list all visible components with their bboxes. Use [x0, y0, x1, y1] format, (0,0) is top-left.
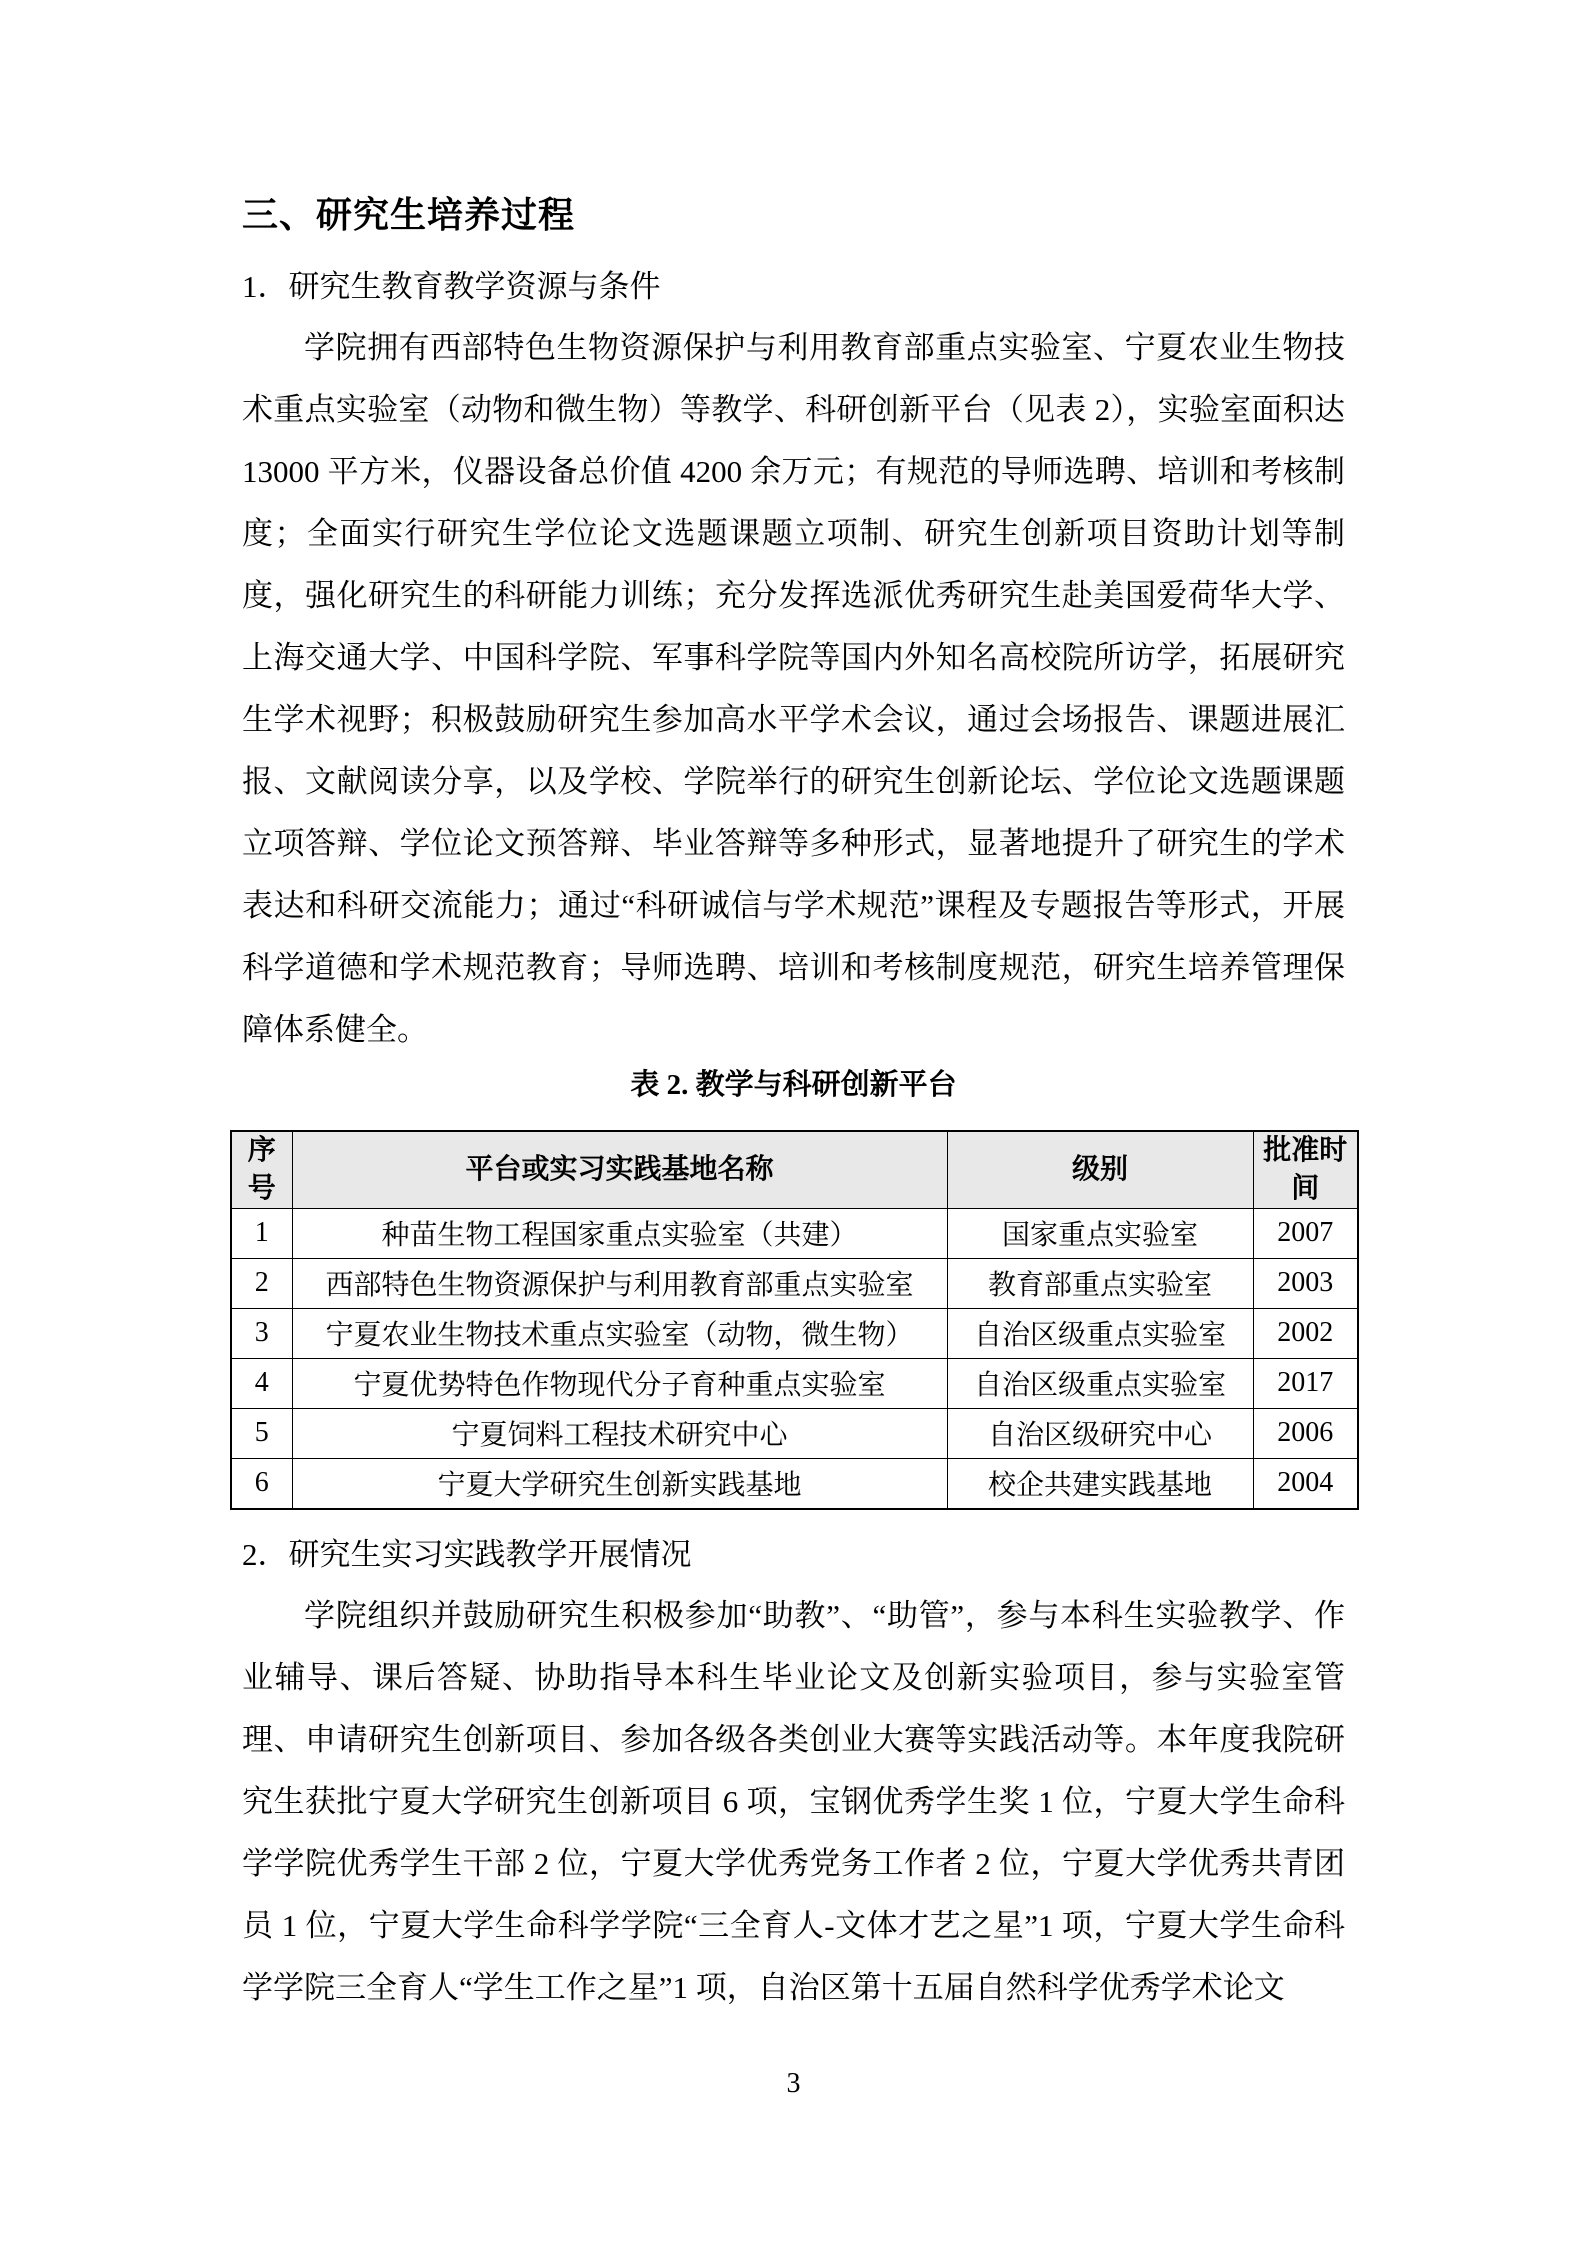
cell-no: 4 [231, 1358, 292, 1408]
table-row [231, 1408, 1358, 1458]
cell-level: 自治区级重点实验室 [947, 1358, 1253, 1408]
cell-name: 宁夏饲料工程技术研究中心 [292, 1408, 947, 1458]
table-header-row [231, 1131, 1358, 1208]
cell-name: 宁夏农业生物技术重点实验室（动物，微生物） [292, 1308, 947, 1358]
cell-name: 宁夏大学研究生创新实践基地 [292, 1458, 947, 1509]
cell-time: 2007 [1253, 1208, 1358, 1258]
section1-paragraph: 学院拥有西部特色生物资源保护与利用教育部重点实验室、宁夏农业生物技术重点实验室（动物和微生物）等教学、科研创新平台（见表 2），实验室面积达 13000 平方米，仪器设备总价值 4200 余万元；有规范的导师选聘、培训和考核制度；全面实行研究生学位论文选题课题立项制、研究生创新项目资助计划等制度，强化研究生的科研能力训练；充分发挥选派优秀研究生赴美国爱荷华大学、上海交通大学、中国科学院、军事科学院等国内外知名高校院所访学，拓展研究生学术视野；积极鼓励研究生参加高水平学术会议，通过会场报告、课题进展汇报、文献阅读分享，以及学校、学院举行的研究生创新论坛、学位论文选题课题立项答辩、学位论文预答辩、毕业答辩等多种形式，显著地提升了研究生的学术表达和科研交流能力；通过“科研诚信与学术规范”课程及专题报告等形式，开展科学道德和学术规范教育；导师选聘、培训和考核制度规范，研究生培养管理保障体系健全。 [242, 330, 1345, 1047]
cell-time: 2004 [1253, 1458, 1358, 1509]
table-row [231, 1358, 1358, 1408]
column-header-level: 级别 [947, 1131, 1253, 1208]
table-row [231, 1308, 1358, 1358]
cell-no: 6 [231, 1458, 292, 1509]
page-number: 3 [786, 2068, 801, 2099]
cell-no: 2 [231, 1258, 292, 1308]
cell-level: 校企共建实践基地 [947, 1458, 1253, 1509]
section1-heading: 1．研究生教育教学资源与条件 [242, 269, 661, 304]
table-row [231, 1208, 1358, 1258]
section2-paragraph: 学院组织并鼓励研究生积极参加“助教”、“助管”，参与本科生实验教学、作业辅导、课后答疑、协助指导本科生毕业论文及创新实验项目，参与实验室管理、申请研究生创新项目、参加各级各类创业大赛等实践活动等。本年度我院研究生获批宁夏大学研究生创新项目 6 项，宝钢优秀学生奖 1 位，宁夏大学生命科学学院优秀学生干部 2 位，宁夏大学优秀党务工作者 2 位，宁夏大学优秀共青团员 1 位，宁夏大学生命科学学院“三全育人-文体才艺之星”1 项，宁夏大学生命科学学院三全育人“学生工作之星”1 项，自治区第十五届自然科学优秀学术论文 [242, 1597, 1345, 2005]
cell-time: 2003 [1253, 1258, 1358, 1308]
document-heading: 三、研究生培养过程 [242, 195, 576, 235]
table-row [231, 1258, 1358, 1308]
cell-level: 自治区级重点实验室 [947, 1308, 1253, 1358]
cell-no: 3 [231, 1308, 292, 1358]
cell-no: 1 [231, 1208, 292, 1258]
cell-time: 2006 [1253, 1408, 1358, 1458]
cell-name: 西部特色生物资源保护与利用教育部重点实验室 [292, 1258, 947, 1308]
cell-level: 国家重点实验室 [947, 1208, 1253, 1258]
section2-heading: 2．研究生实习实践教学开展情况 [242, 1536, 692, 1572]
cell-name: 宁夏优势特色作物现代分子育种重点实验室 [292, 1358, 947, 1408]
column-header-time: 批准时间 [1253, 1131, 1358, 1208]
cell-level: 自治区级研究中心 [947, 1408, 1253, 1458]
platform-table [230, 1130, 1359, 1510]
cell-time: 2017 [1253, 1358, 1358, 1408]
cell-level: 教育部重点实验室 [947, 1258, 1253, 1308]
table-row [231, 1458, 1358, 1509]
column-header-name: 平台或实习实践基地名称 [292, 1131, 947, 1208]
column-header-no: 序号 [231, 1131, 292, 1208]
cell-no: 5 [231, 1408, 292, 1458]
cell-name: 种苗生物工程国家重点实验室（共建） [292, 1208, 947, 1258]
cell-time: 2002 [1253, 1308, 1358, 1358]
table-caption: 表 2. 教学与科研创新平台 [630, 1069, 957, 1101]
